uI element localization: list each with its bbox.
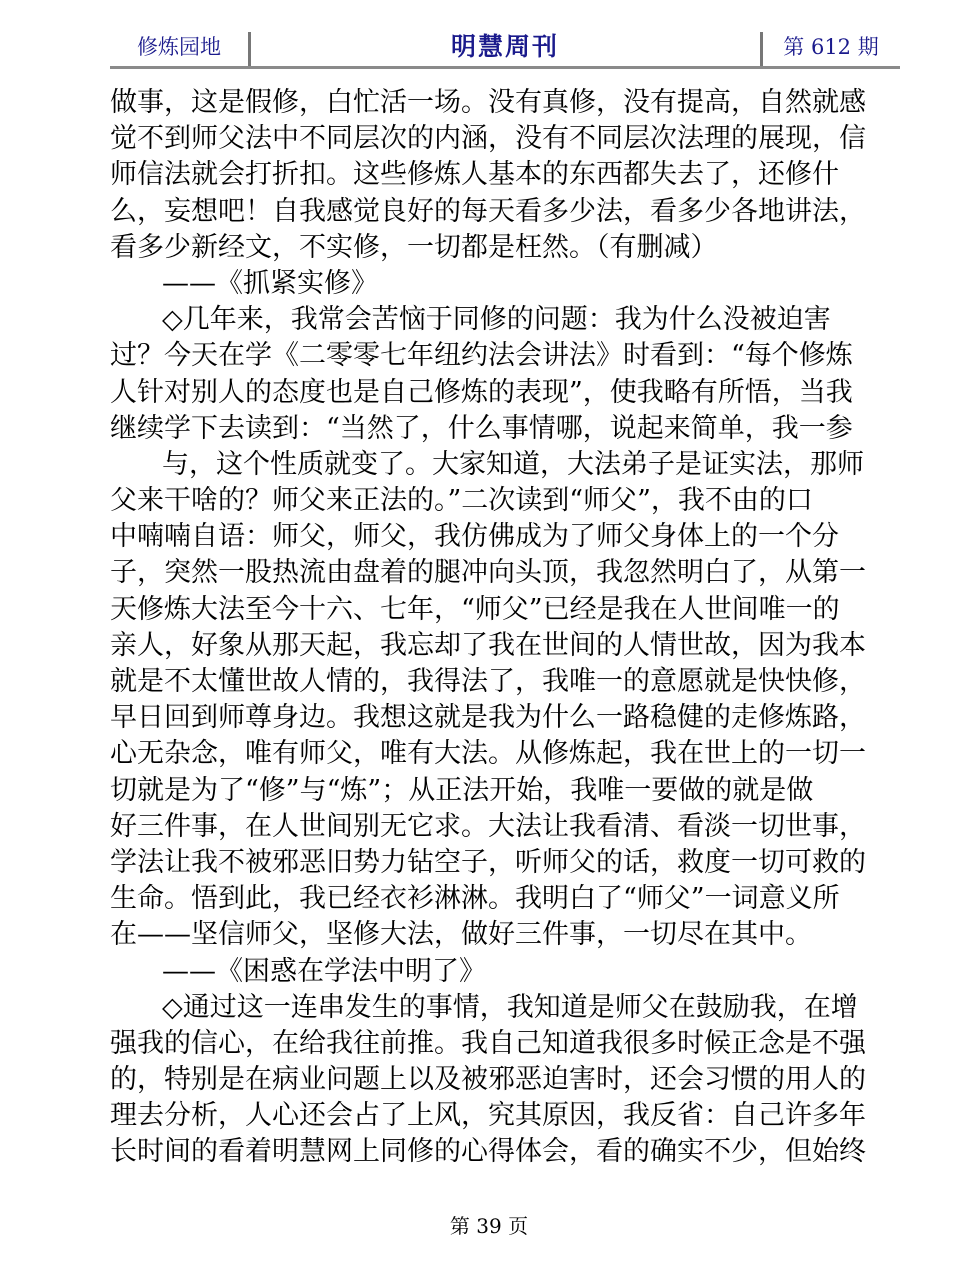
text-line: 学法让我不被邪恶旧势力钻空子，听师父的话，救度一切可救的: [110, 846, 866, 878]
text-line: ◇通过这一连串发生的事情，我知道是师父在鼓励我，在增: [162, 991, 858, 1023]
text-line: 长时间的看着明慧网上同修的心得体会，看的确实不少，但始终: [110, 1136, 866, 1168]
text-line: 心无杂念，唯有师父，唯有大法。从修炼起，我在世上的一切一: [110, 738, 866, 770]
text-line: 子，突然一股热流由盘着的腿冲向头顶，我忽然明白了，从第一: [110, 557, 866, 589]
text-line: 理去分析，人心还会占了上风，究其原因，我反省：自己许多年: [110, 1100, 866, 1132]
text-line: 强我的信心，在给我往前推。我自己知道我很多时候正念是不强: [110, 1027, 866, 1059]
text-line: 生命。悟到此，我已经衣衫淋淋。我明白了“师父”一词意义所: [110, 883, 840, 915]
text-line: 与，这个性质就变了。大家知道，大法弟子是证实法，那师: [162, 448, 864, 480]
article-body: [110, 85, 900, 1171]
text-line: ——《抓紧实修》: [162, 267, 378, 299]
publication-title: 明慧周刊: [450, 32, 559, 61]
text-line: 么，妄想吧！自我感觉良好的每天看多少法，看多少各地讲法，: [110, 195, 866, 227]
text-line: 的，特别是在病业问题上以及被邪恶迫害时，还会习惯的用人的: [110, 1064, 866, 1096]
text-line: 好三件事，在人世间别无它求。大法让我看清、看淡一切世事，: [110, 810, 866, 842]
text-line: ——《困惑在学法中明了》: [162, 955, 486, 987]
text-line: 亲人，好象从那天起，我忘却了我在世间的人情世故，因为我本: [110, 629, 866, 661]
text-line: 觉不到师父法中不同层次的内涵，没有不同层次法理的展现，信: [110, 123, 866, 155]
text-line: ◇几年来，我常会苦恼于同修的问题：我为什么没被迫害: [162, 304, 831, 336]
text-line: 看多少新经文，不实修，一切都是枉然。（有删减）: [110, 231, 718, 263]
text-line: 在——坚信师父，坚修大法，做好三件事，一切尽在其中。: [110, 919, 812, 951]
page-number: 第 39 页: [449, 1214, 529, 1238]
text-line: 就是不太懂世故人情的，我得法了，我唯一的意愿就是快快修，: [110, 666, 866, 697]
page-header: [110, 26, 900, 68]
text-line: 父来干啥的？师父来正法的。”二次读到“师父”，我不由的口: [110, 485, 813, 517]
text-line: 过？今天在学《二零零七年纽约法会讲法》时看到：“每个修炼: [110, 340, 853, 372]
text-line: 中喃喃自语：师父，师父，我仿佛成为了师父身体上的一个分: [110, 521, 839, 553]
text-line: 切就是为了“修”与“炼”；从正法开始，我唯一要做的就是做: [110, 774, 814, 806]
header-rule: [110, 66, 900, 69]
text-line: 天修炼大法至今十六、七年，“师父”已经是我在人世间唯一的: [110, 593, 840, 625]
section-label: 修炼园地: [137, 35, 221, 59]
text-line: 人针对别人的态度也是自己修炼的表现”，使我略有所悟，当我: [110, 376, 853, 408]
text-line: 师信法就会打折扣。这些修炼人基本的东西都失去了，还修什: [110, 159, 839, 191]
text-line: 做事，这是假修，白忙活一场。没有真修，没有提高，自然就感: [110, 87, 866, 118]
text-line: 早日回到师尊身边。我想这就是我为什么一路稳健的走修炼路，: [110, 702, 866, 734]
text-line: 继续学下去读到：“当然了，什么事情哪，说起来简单，我一参: [110, 412, 853, 444]
issue-number: 第 612 期: [783, 35, 879, 59]
